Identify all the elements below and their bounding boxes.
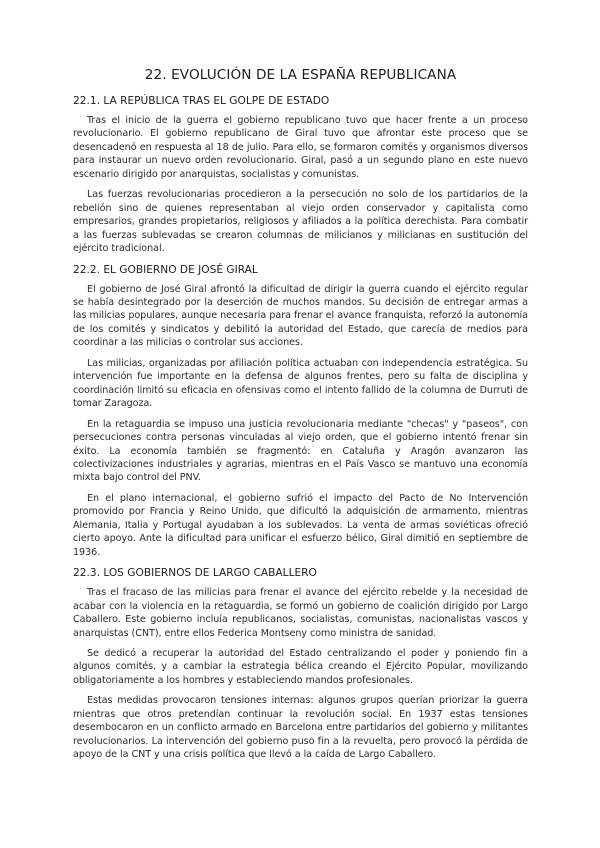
- section-heading: 22.1. LA REPÚBLICA TRAS EL GOLPE DE ESTADO: [73, 95, 330, 107]
- paragraph: Las fuerzas revolucionarias procedieron a la persecución no solo de los partidarios de la rebelión sino de quienes representaban al viejo orden conservador y capitalista como empresarios, grandes propietarios, religiosos y afiliados a la política derechista. Para combatir a las fuerzas sublevadas se crearon columnas de milicianos y milicianas en sustitución del ejército tradicional.: [73, 189, 528, 255]
- paragraph: Las milicias, organizadas por afiliación política actuaban con independencia estratégica. Su intervención fue importante en la defensa de algunos frentes, pero su falta de disciplina y coordinación limitó su eficacia en ofensivas como el intento fallido de la columna de Durruti de tomar Zaragoza.: [73, 357, 528, 410]
- paragraph: En la retaguardia se impuso una justicia revolucionaria mediante "checas" y "paseos", con persecuciones contra personas vinculadas al viejo orden, que el gobierno intentó frenar sin éxito. La economía también se fragmentó: en Cataluña y Aragón avanzaron las colectivizaciones industriales y agrarias, mientras en el País Vasco se mantuvo una economía mixta bajo control del PNV.: [73, 418, 528, 484]
- paragraph: Tras el inicio de la guerra el gobierno republicano tuvo que hacer frente a un proceso revolucionario. El gobierno republicano de Giral tuvo que afrontar este proceso que se desencadenó en respuesta al 18 de julio. Para ello, se formaron comités y organismos diversos para instaurar un nuevo orden revolucionario. Giral, pasó a un segundo plano en este nuevo escenario dirigido por anarquistas, socialistas y comunistas.: [73, 115, 528, 180]
- paragraph: En el plano internacional, el gobierno sufrió el impacto del Pacto de No Intervención promovido por Francia y Reino Unido, que dificultó la adquisición de armamento, mientras Alemania, Italia y Portugal ayudaban a los sublevados. La venta de armas soviéticas ofreció cierto apoyo. Ante la dificultad para unificar el esfuerzo bélico, Giral dimitió en septiembre de 1936.: [73, 492, 528, 558]
- page-title: 22. EVOLUCIÓN DE LA ESPAÑA REPUBLICANA: [144, 67, 457, 83]
- paragraph: Tras el fracaso de las milicias para frenar el avance del ejército rebelde y la necesidad de acabar con la violencia en la retaguardia, se formó un gobierno de coalición dirigido por Largo Caballero. Este gobierno incluía republicanos, socialistas, comunistas, nacionalistas vascos y anarquistas (CNT), entre ellos Federica Montseny como ministra de sanidad.: [73, 587, 528, 639]
- section-gobierno-giral: [73, 263, 528, 560]
- section-largo-caballero: [73, 566, 528, 761]
- section-heading: 22.2. EL GOBIERNO DE JOSÉ GIRAL: [73, 263, 258, 276]
- section-republica-golpe: [73, 94, 528, 256]
- paragraph: Se dedicó a recuperar la autoridad del Estado centralizando el poder y poniendo fin a algunos comités, y a cambiar la estrategia bélica creando el Ejército Popular, movilizando obligatoriamente a los hombres y estableciendo mandos profesionales.: [73, 647, 528, 686]
- section-heading: 22.3. LOS GOBIERNOS DE LARGO CABALLERO: [73, 567, 317, 580]
- paragraph: El gobierno de José Giral afrontó la dificultad de dirigir la guerra cuando el ejército regular se había desintegrado por la deserción de muchos mandos. Su decisión de entregar armas a las milicias populares, aunque necesaria para frenar el avance franquista, reforzó la autonomía de los comités y sindicatos y debilitó la autoridad del Estado, que carecía de medios para coordinar a las milicias o controlar sus acciones.: [73, 283, 528, 349]
- paragraph: Estas medidas provocaron tensiones internas: algunos grupos querían priorizar la guerra mientras que otros pretendían continuar la revolución social. En 1937 estas tensiones desembocaron en un conflicto armado en Barcelona entre partidarios del gobierno y militantes revolucionarios. La intervención del gobierno puso fin a la revuelta, pero provocó la pérdida de apoyo de la CNT y una crisis política que llevó a la caída de Largo Caballero.: [73, 695, 528, 761]
